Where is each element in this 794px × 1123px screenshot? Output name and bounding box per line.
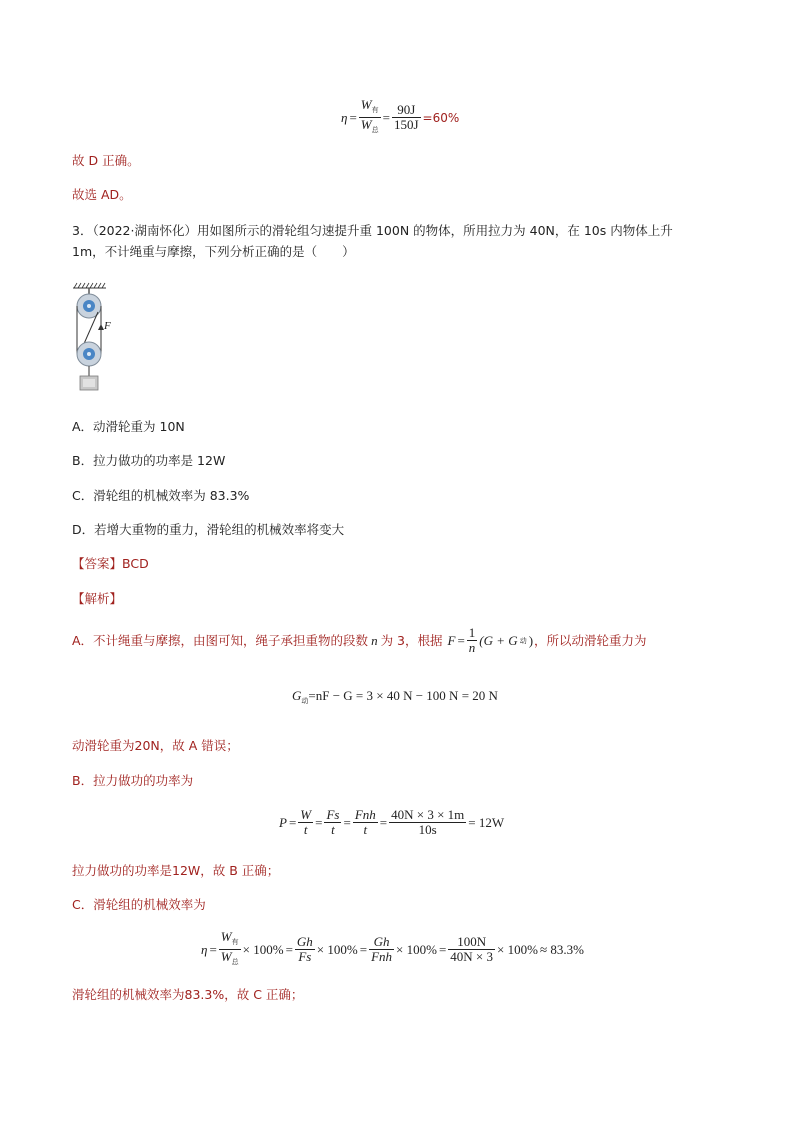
equation-sub: 动 [301,697,309,705]
part-c-intro: C．滑轮组的机械效率为 [72,897,206,912]
efficiency-formula-top [340,98,460,137]
pulley-diagram [70,282,120,394]
f3-num: Fnh [354,807,376,822]
conclusion-select: 故选 AD。 [72,187,132,202]
equals-sign: = [349,109,357,125]
eta-c: η [201,941,208,957]
fraction-100-over-120 [448,935,495,964]
formula-paren: (G + G [479,632,518,648]
c-f4-num: 100N [448,935,495,950]
c-f3-num: Gh [369,935,394,950]
power-p: P [279,814,287,830]
part-a-n: n [371,632,378,648]
option-a: A．动滑轮重为 10N [72,419,185,434]
eq-cc: = [438,941,447,957]
question-line-1: 3．（2022·湖南怀化）用如图所示的滑轮组匀速提升重 100N 的物体，所用拉力为 40N，在 10s 内物体上升 [72,223,673,238]
part-a-concl-val: 20N [134,738,160,753]
eq-c0: = [209,941,217,957]
times-100-2: × 100% [316,941,358,957]
part-a-line [72,626,647,655]
answer-value: BCD [122,556,149,571]
c-f2-den: Fs [298,949,312,964]
part-b-concl-1: 拉力做功的功率是 [72,863,173,878]
part-c-conclusion [72,986,303,1004]
analysis-label: 【解析】 [72,591,123,606]
formula-one-over-n [467,626,478,655]
part-c-concl-2: ，故 C 正确； [224,987,304,1002]
answer-label: 【答案】 [72,556,123,571]
equals-sign-2: = [382,109,390,125]
times-100-1: × 100% [242,941,284,957]
part-b-concl-2: ，故 B 正确； [200,863,280,878]
equation-rest: =nF − G = 3 × 40 N − 100 N = 20 N [308,688,498,703]
fraction-gh-fnh [369,935,394,964]
formula-den: n [468,640,476,655]
force-label: F [104,320,111,332]
fraction-gh-fs [295,935,315,964]
formula-close: ) [528,632,534,648]
times-100-4: × 100% [497,941,538,957]
f2-den: t [331,822,335,837]
formula-eq: = [457,632,465,648]
part-b-equation [278,808,505,837]
denominator-150j: 150J [393,117,419,132]
part-a-text-1: A．不计绳重与摩擦，由图可知，绳子承担重物的段数 [72,632,369,648]
c-f2-num: Gh [296,934,313,949]
formula-sub: 动 [519,636,527,645]
eq-4: = [379,814,388,830]
answer-line [72,555,149,573]
eq-3: = [343,814,351,830]
eq-ca: = [285,941,293,957]
f1-den: t [303,822,308,837]
question-line-2: 1m，不计绳重与摩擦，下列分析正确的是（ ） [72,244,355,259]
times-100-3: × 100% [396,941,437,957]
formula-f: F [447,632,456,648]
f1-num: W [300,807,312,822]
movable-pulley [77,342,101,366]
efficiency-result: =60% [422,110,460,125]
c-f1-den-sub: 总 [231,958,239,966]
f2-num: Fs [326,807,340,822]
part-a-text-3: ，所以动滑轮重力为 [534,632,647,648]
c-f1-den: W [220,949,232,964]
numerator-w: W [360,97,372,112]
equation-g: G [292,688,302,703]
part-b-conclusion [72,862,279,880]
eq-2: = [315,814,323,830]
part-c-equation [200,930,585,969]
part-a-conclusion [72,737,239,755]
option-b: B．拉力做功的功率是 12W [72,453,226,468]
fraction-fs-t [324,808,341,837]
part-a-formula [447,626,535,655]
part-a-concl-1: 动滑轮重为 [72,738,135,753]
part-b-concl-val: 12W [172,863,201,878]
fraction-useful-total [359,98,381,137]
c-f1-num-sub: 有 [231,938,239,946]
formula-num: 1 [468,625,476,640]
weight-block [80,376,98,390]
c-f4-den: 40N × 3 [450,949,494,964]
denominator-w: W [360,117,372,132]
part-c-concl-1: 滑轮组的机械效率为 [72,987,185,1002]
eta-symbol: η [341,109,348,125]
part-c-concl-val: 83.3% [184,987,225,1002]
denominator-sub: 总 [371,126,379,134]
part-a-text-2: 为 3，根据 [380,632,443,648]
numerator-sub: 有 [371,106,379,114]
f4-num: 40N × 3 × 1m [391,807,465,822]
option-d: D．若增大重物的重力，滑轮组的机械效率将变大 [72,522,345,537]
option-c: C．滑轮组的机械效率为 83.3% [72,488,250,503]
fraction-90-150 [392,103,421,132]
eq-1: = [288,814,297,830]
fraction-useful-total-c [219,930,241,969]
part-a-concl-2: ，故 A 错误； [159,738,239,753]
part-a-equation [292,688,498,706]
f3-den: t [363,822,368,837]
f4-den: 10s [418,822,437,837]
efficiency-approx: ≈ 83.3% [539,941,584,957]
c-f1-num: W [220,929,232,944]
eq-cb: = [359,941,368,957]
fraction-fnh-t [353,808,378,837]
fraction-w-t [298,808,313,837]
c-f3-den: Fnh [371,949,393,964]
power-result: = 12W [468,814,505,830]
fraction-numeric [389,808,466,837]
numerator-90j: 90J [392,103,421,118]
conclusion-d-correct: 故 D 正确。 [72,153,140,168]
part-b-intro: B．拉力做功的功率为 [72,773,194,788]
